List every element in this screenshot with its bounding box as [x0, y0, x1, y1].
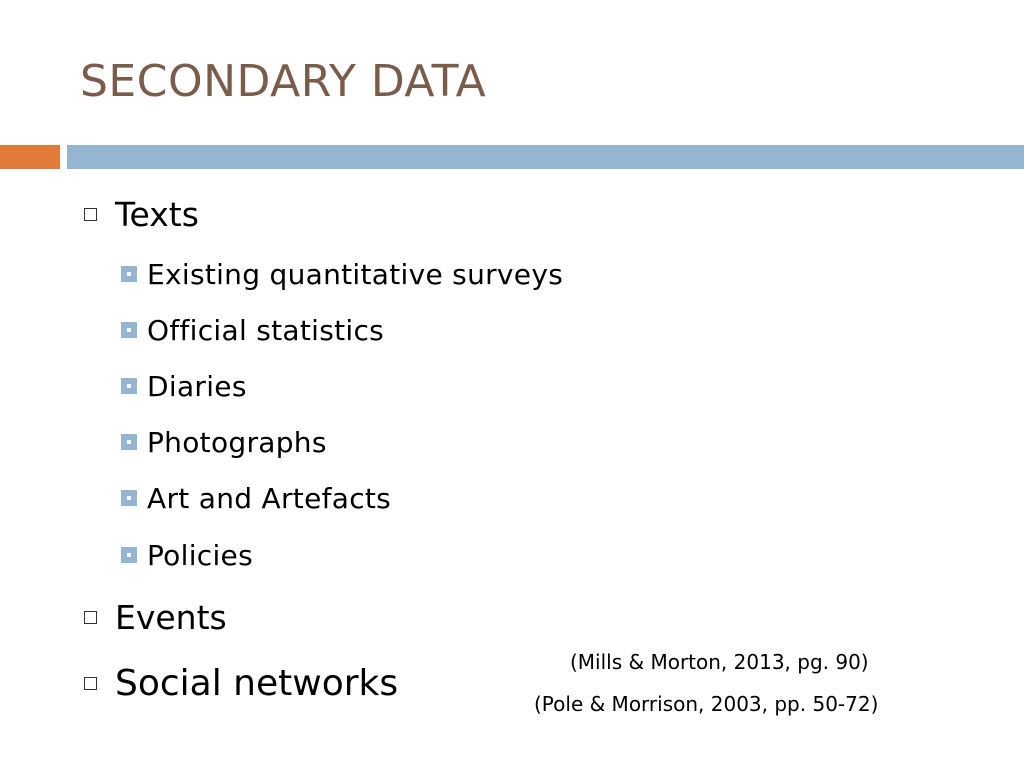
bullet-label: Texts — [115, 194, 199, 234]
sub-bullet-label: Diaries — [147, 369, 247, 403]
sub-bullet — [121, 312, 384, 348]
sub-bullet-label: Official statistics — [147, 313, 385, 347]
hollow-square-icon — [84, 611, 97, 624]
framed-square-icon — [121, 547, 137, 563]
slide-title: SECONDARY DATA — [80, 56, 487, 107]
sub-bullet — [121, 537, 253, 573]
sub-bullet — [121, 480, 391, 516]
sub-bullet-label: Art and Artefacts — [147, 481, 392, 515]
framed-square-icon — [121, 490, 137, 506]
sub-bullet — [121, 256, 563, 292]
accent-bar-blue — [67, 145, 1024, 169]
citation-pole-morrison: (Pole & Morrison, 2003, pp. 50-72) — [534, 692, 879, 716]
bullet-events — [84, 596, 227, 638]
hollow-square-icon — [84, 677, 97, 690]
sub-bullet-label: Policies — [147, 538, 253, 572]
sub-bullet — [121, 368, 247, 404]
framed-square-icon — [121, 434, 137, 450]
accent-bar-orange — [0, 145, 60, 169]
sub-bullet — [121, 424, 327, 460]
bullet-label: Events — [115, 597, 227, 637]
framed-square-icon — [121, 378, 137, 394]
framed-square-icon — [121, 266, 137, 282]
bullet-texts — [84, 193, 199, 235]
citation-mills-morton: (Mills & Morton, 2013, pg. 90) — [570, 650, 869, 674]
sub-bullet-label: Existing quantitative surveys — [147, 257, 564, 291]
sub-bullet-label: Photographs — [147, 425, 327, 459]
framed-square-icon — [121, 322, 137, 338]
bullet-social-networks — [84, 660, 398, 706]
bullet-label: Social networks — [115, 662, 399, 704]
hollow-square-icon — [84, 208, 97, 221]
